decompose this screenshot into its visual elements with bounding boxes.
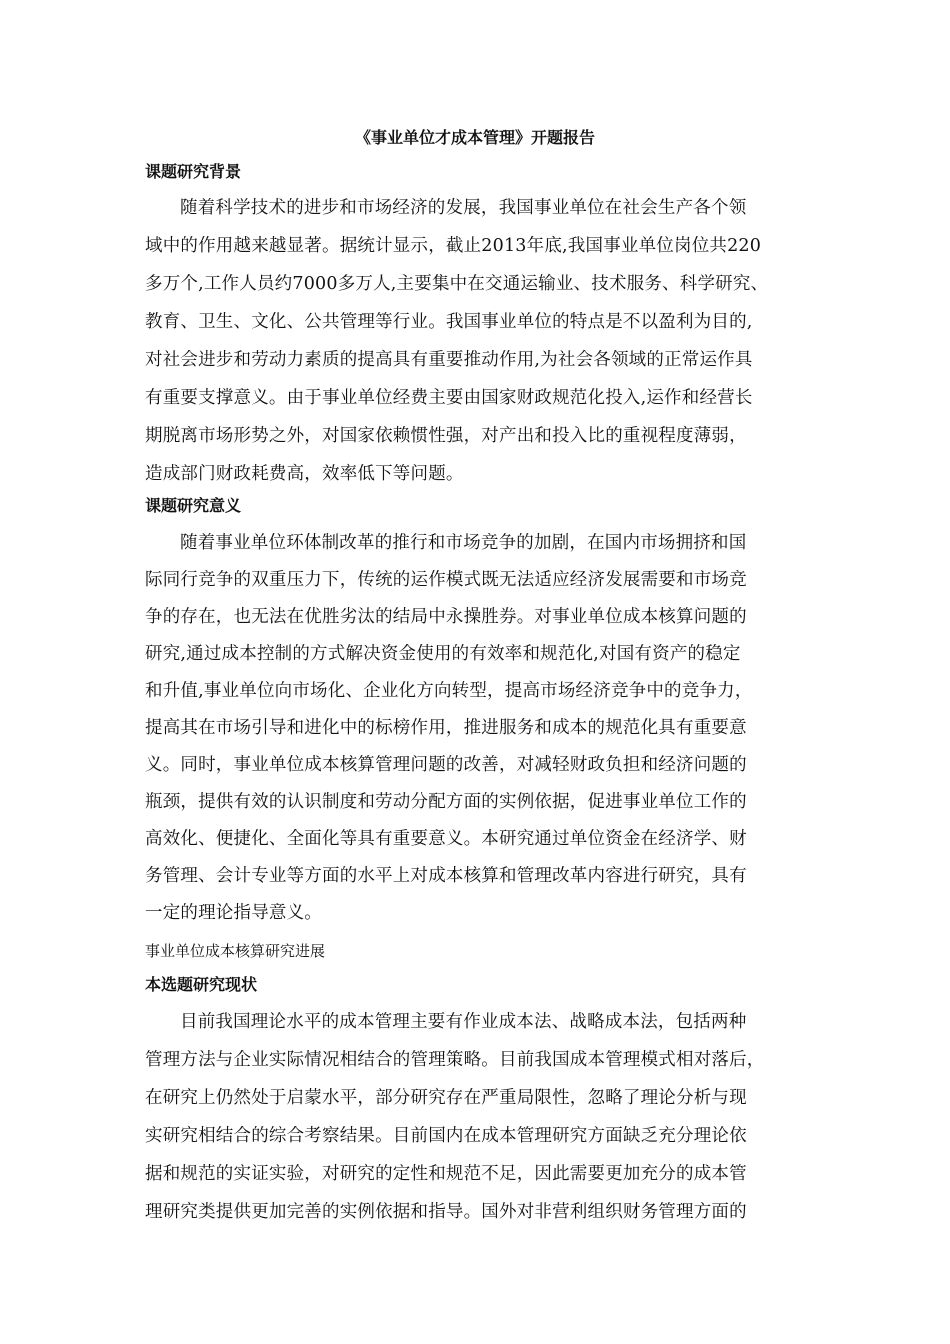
- paragraph-line: 多万个,工作人员约7000多万人,主要集中在交通运输业、技术服务、科学研究、: [145, 274, 769, 294]
- paragraph-line: 教育、卫生、文化、公共管理等行业。我国事业单位的特点是不以盈利为目的,: [145, 312, 753, 332]
- paragraph-line: 义。同时，事业单位成本核算管理问题的改善，对减轻财政负担和经济问题的: [145, 755, 747, 775]
- section-heading-background: 课题研究背景: [145, 162, 242, 181]
- section-subheading-progress: 事业单位成本核算研究进展: [145, 942, 326, 960]
- paragraph-line: 有重要支撑意义。由于事业单位经费主要由国家财政规范化投入,运作和经营长: [145, 388, 753, 408]
- paragraph-line: 实研究相结合的综合考察结果。目前国内在成本管理研究方面缺乏充分理论依: [145, 1126, 747, 1146]
- paragraph-line: 期脱离市场形势之外，对国家依赖惯性强，对产出和投入比的重视程度薄弱，: [145, 426, 747, 446]
- paragraph-line: 争的存在，也无法在优胜劣汰的结局中永操胜券。对事业单位成本核算问题的: [145, 607, 747, 627]
- paragraph-line: 研究,通过成本控制的方式解决资金使用的有效率和规范化,对国有资产的稳定: [145, 644, 741, 664]
- paragraph-line: 和升值,事业单位向市场化、企业化方向转型，提高市场经济竞争中的竞争力，: [145, 681, 753, 701]
- document-title: 《事业单位才成本管理》开题报告: [354, 128, 595, 147]
- paragraph-line: 目前我国理论水平的成本管理主要有作业成本法、战略成本法，包括两种: [180, 1012, 747, 1032]
- section-heading-significance: 课题研究意义: [145, 496, 242, 515]
- paragraph-line: 提高其在市场引导和进化中的标榜作用，推进服务和成本的规范化具有重要意: [145, 718, 747, 738]
- section-heading-status: 本选题研究现状: [145, 975, 258, 994]
- paragraph-line: 随着科学技术的进步和市场经济的发展，我国事业单位在社会生产各个领: [180, 198, 747, 218]
- paragraph-line: 随着事业单位环体制改革的推行和市场竞争的加剧，在国内市场拥挤和国: [180, 533, 747, 553]
- paragraph-line: 域中的作用越来越显著。据统计显示，截止2013年底,我国事业单位岗位共220: [145, 236, 762, 256]
- paragraph-line: 高效化、便捷化、全面化等具有重要意义。本研究通过单位资金在经济学、财: [145, 829, 747, 849]
- paragraph-line: 造成部门财政耗费高，效率低下等问题。: [145, 464, 464, 484]
- paragraph-line: 务管理、会计专业等方面的水平上对成本核算和管理改革内容进行研究，具有: [145, 866, 747, 886]
- paragraph-line: 据和规范的实证实验，对研究的定性和规范不足，因此需要更加充分的成本管: [145, 1164, 747, 1184]
- paragraph-line: 际同行竞争的双重压力下，传统的运作模式既无法适应经济发展需要和市场竞: [145, 570, 747, 590]
- paragraph-line: 管理方法与企业实际情况相结合的管理策略。目前我国成本管理模式相对落后，: [145, 1050, 765, 1070]
- paragraph-line: 瓶颈，提供有效的认识制度和劳动分配方面的实例依据，促进事业单位工作的: [145, 792, 747, 812]
- paragraph-line: 对社会进步和劳动力素质的提高具有重要推动作用,为社会各领域的正常运作具: [145, 350, 753, 370]
- paragraph-line: 一定的理论指导意义。: [145, 903, 322, 923]
- paragraph-line: 理研究类提供更加完善的实例依据和指导。国外对非营利组织财务管理方面的: [145, 1202, 747, 1222]
- paragraph-line: 在研究上仍然处于启蒙水平，部分研究存在严重局限性，忽略了理论分析与现: [145, 1088, 747, 1108]
